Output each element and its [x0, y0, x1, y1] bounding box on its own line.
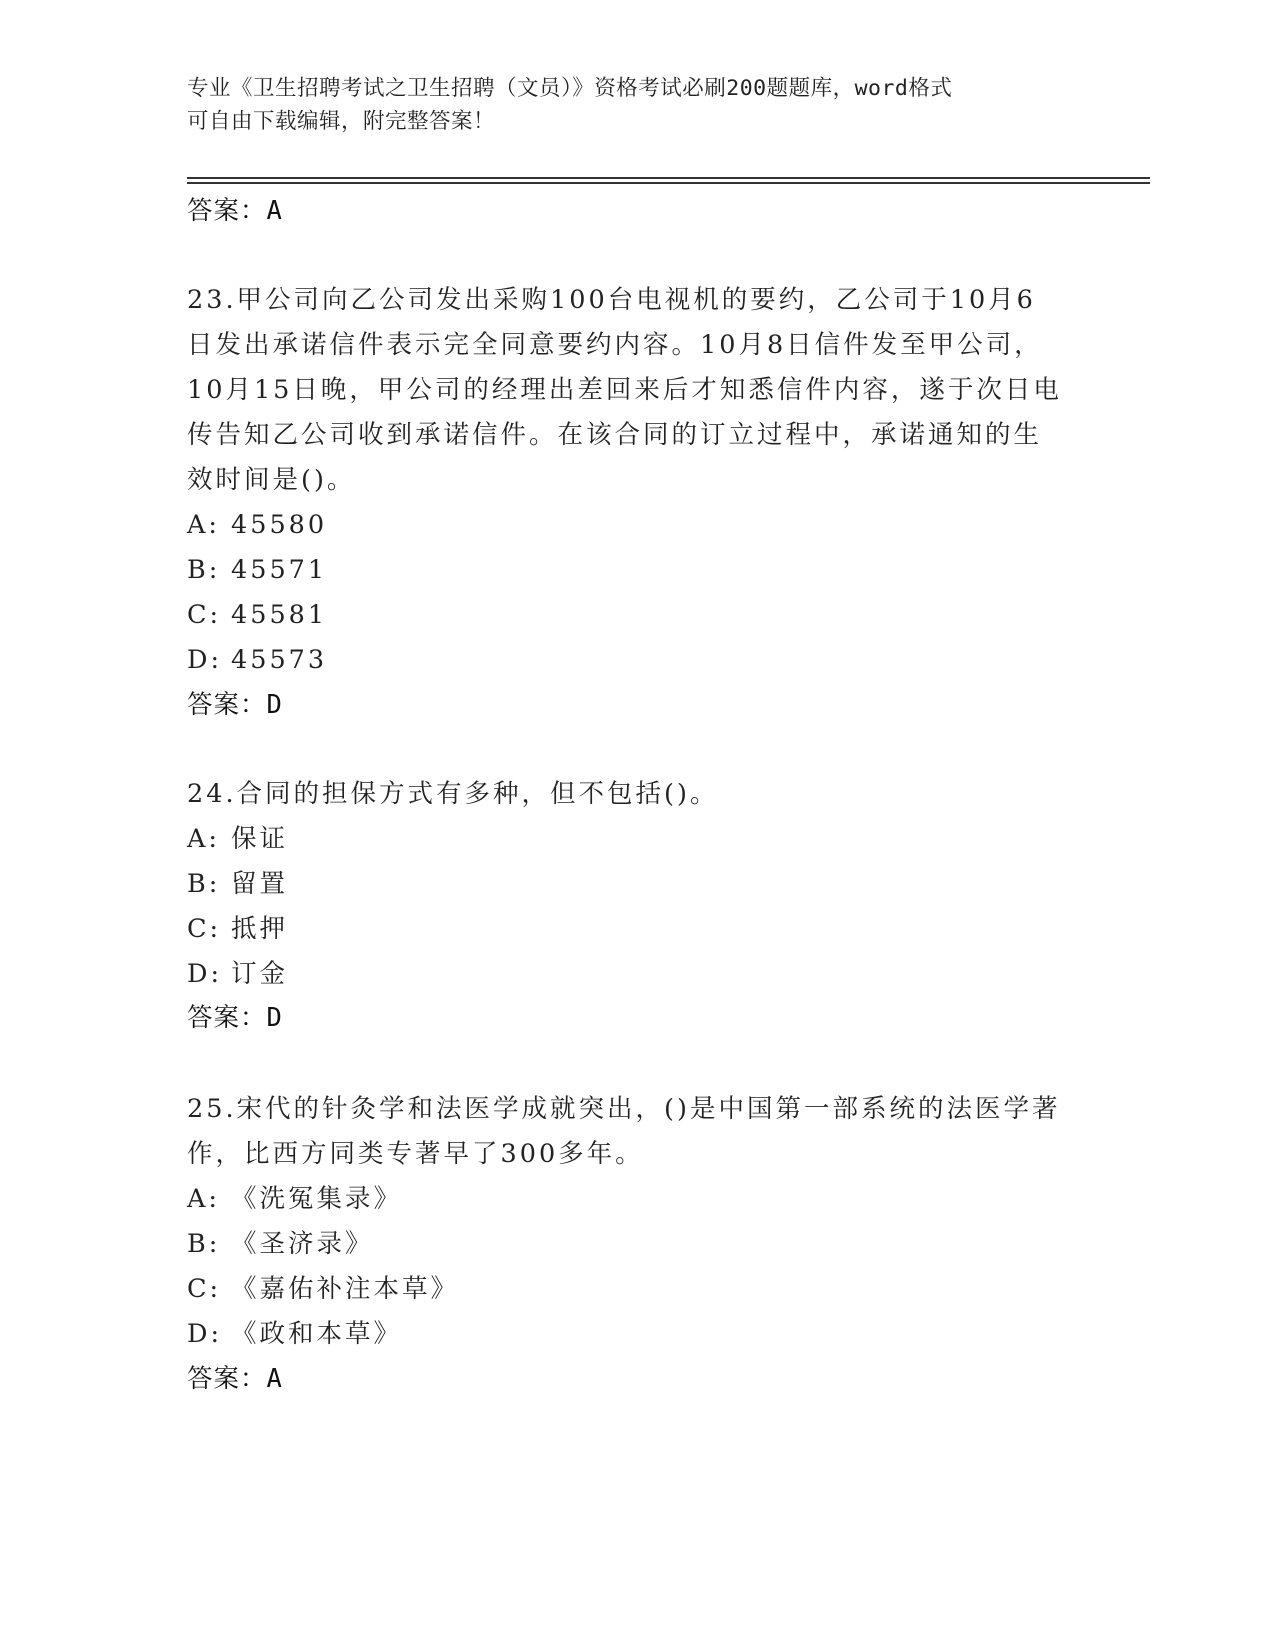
option-text: 留置: [231, 869, 289, 899]
option-key: D:: [187, 1319, 223, 1349]
header-divider-bottom: [187, 182, 1150, 184]
option-key: C:: [187, 1274, 222, 1304]
header-divider-top: [187, 177, 1150, 179]
option-text: 保证: [231, 824, 289, 854]
question-24-line: 24.合同的担保方式有多种，但不包括()。: [187, 779, 719, 809]
question-23-option-c: [187, 598, 327, 632]
question-23-option-d: [187, 643, 327, 677]
option-text: 抵押: [231, 914, 289, 944]
question-25-option-a: [187, 1182, 402, 1216]
question-23-line: 效时间是()。: [187, 465, 356, 495]
question-23-option-b: [187, 553, 327, 587]
header-line-2: 可自由下载编辑，附完整答案！: [187, 109, 496, 134]
question-24-text: [187, 772, 1087, 817]
option-text: 45581: [231, 600, 328, 630]
question-25-text: [187, 1087, 1087, 1177]
option-text: 《嘉佑补注本草》: [231, 1274, 460, 1304]
question-24-answer: 答案：D: [187, 1003, 283, 1033]
document-header: [187, 72, 1087, 138]
question-24-option-d: [187, 957, 288, 991]
previous-answer: 答案：A: [187, 196, 283, 226]
question-23-line: 23.甲公司向乙公司发出采购100台电视机的要约，乙公司于10月6: [187, 285, 1036, 315]
option-text: 45573: [231, 645, 328, 675]
option-text: 45580: [231, 510, 328, 540]
option-text: 45571: [231, 555, 328, 585]
option-key: A:: [187, 824, 221, 854]
option-key: B:: [187, 869, 221, 899]
option-key: B:: [187, 555, 221, 585]
option-text: 《政和本草》: [231, 1319, 403, 1349]
question-23-answer: 答案：D: [187, 690, 283, 720]
question-23-line: 10月15日晚，甲公司的经理出差回来后才知悉信件内容，遂于次日电: [187, 375, 1062, 405]
option-key: D:: [187, 959, 223, 989]
option-key: C:: [187, 600, 222, 630]
option-key: B:: [187, 1229, 221, 1259]
question-24-option-c: [187, 912, 288, 946]
question-23-line: 日发出承诺信件表示完全同意要约内容。10月8日信件发至甲公司，: [187, 330, 1043, 360]
question-23-text: [187, 278, 1087, 503]
question-25-answer: 答案：A: [187, 1364, 283, 1394]
question-25-option-c: [187, 1272, 459, 1306]
question-25-line: 25.宋代的针灸学和法医学成就突出，()是中国第一部系统的法医学著: [187, 1094, 1061, 1124]
question-23-option-a: [187, 508, 327, 542]
question-24-option-b: [187, 867, 288, 901]
question-24-option-a: [187, 822, 288, 856]
question-25-line: 作，比西方同类专著早了300多年。: [187, 1139, 644, 1169]
option-key: A:: [187, 510, 221, 540]
option-text: 《圣济录》: [231, 1229, 374, 1259]
option-key: A:: [187, 1184, 221, 1214]
option-key: C:: [187, 914, 222, 944]
header-line-1: 专业《卫生招聘考试之卫生招聘（文员）》资格考试必刷200题题库，word格式: [187, 76, 953, 101]
question-25-option-d: [187, 1317, 402, 1351]
option-text: 《洗冤集录》: [231, 1184, 403, 1214]
option-text: 订金: [231, 959, 289, 989]
question-25-option-b: [187, 1227, 374, 1261]
question-23-line: 传告知乙公司收到承诺信件。在该合同的订立过程中，承诺通知的生: [187, 420, 1043, 450]
option-key: D:: [187, 645, 223, 675]
